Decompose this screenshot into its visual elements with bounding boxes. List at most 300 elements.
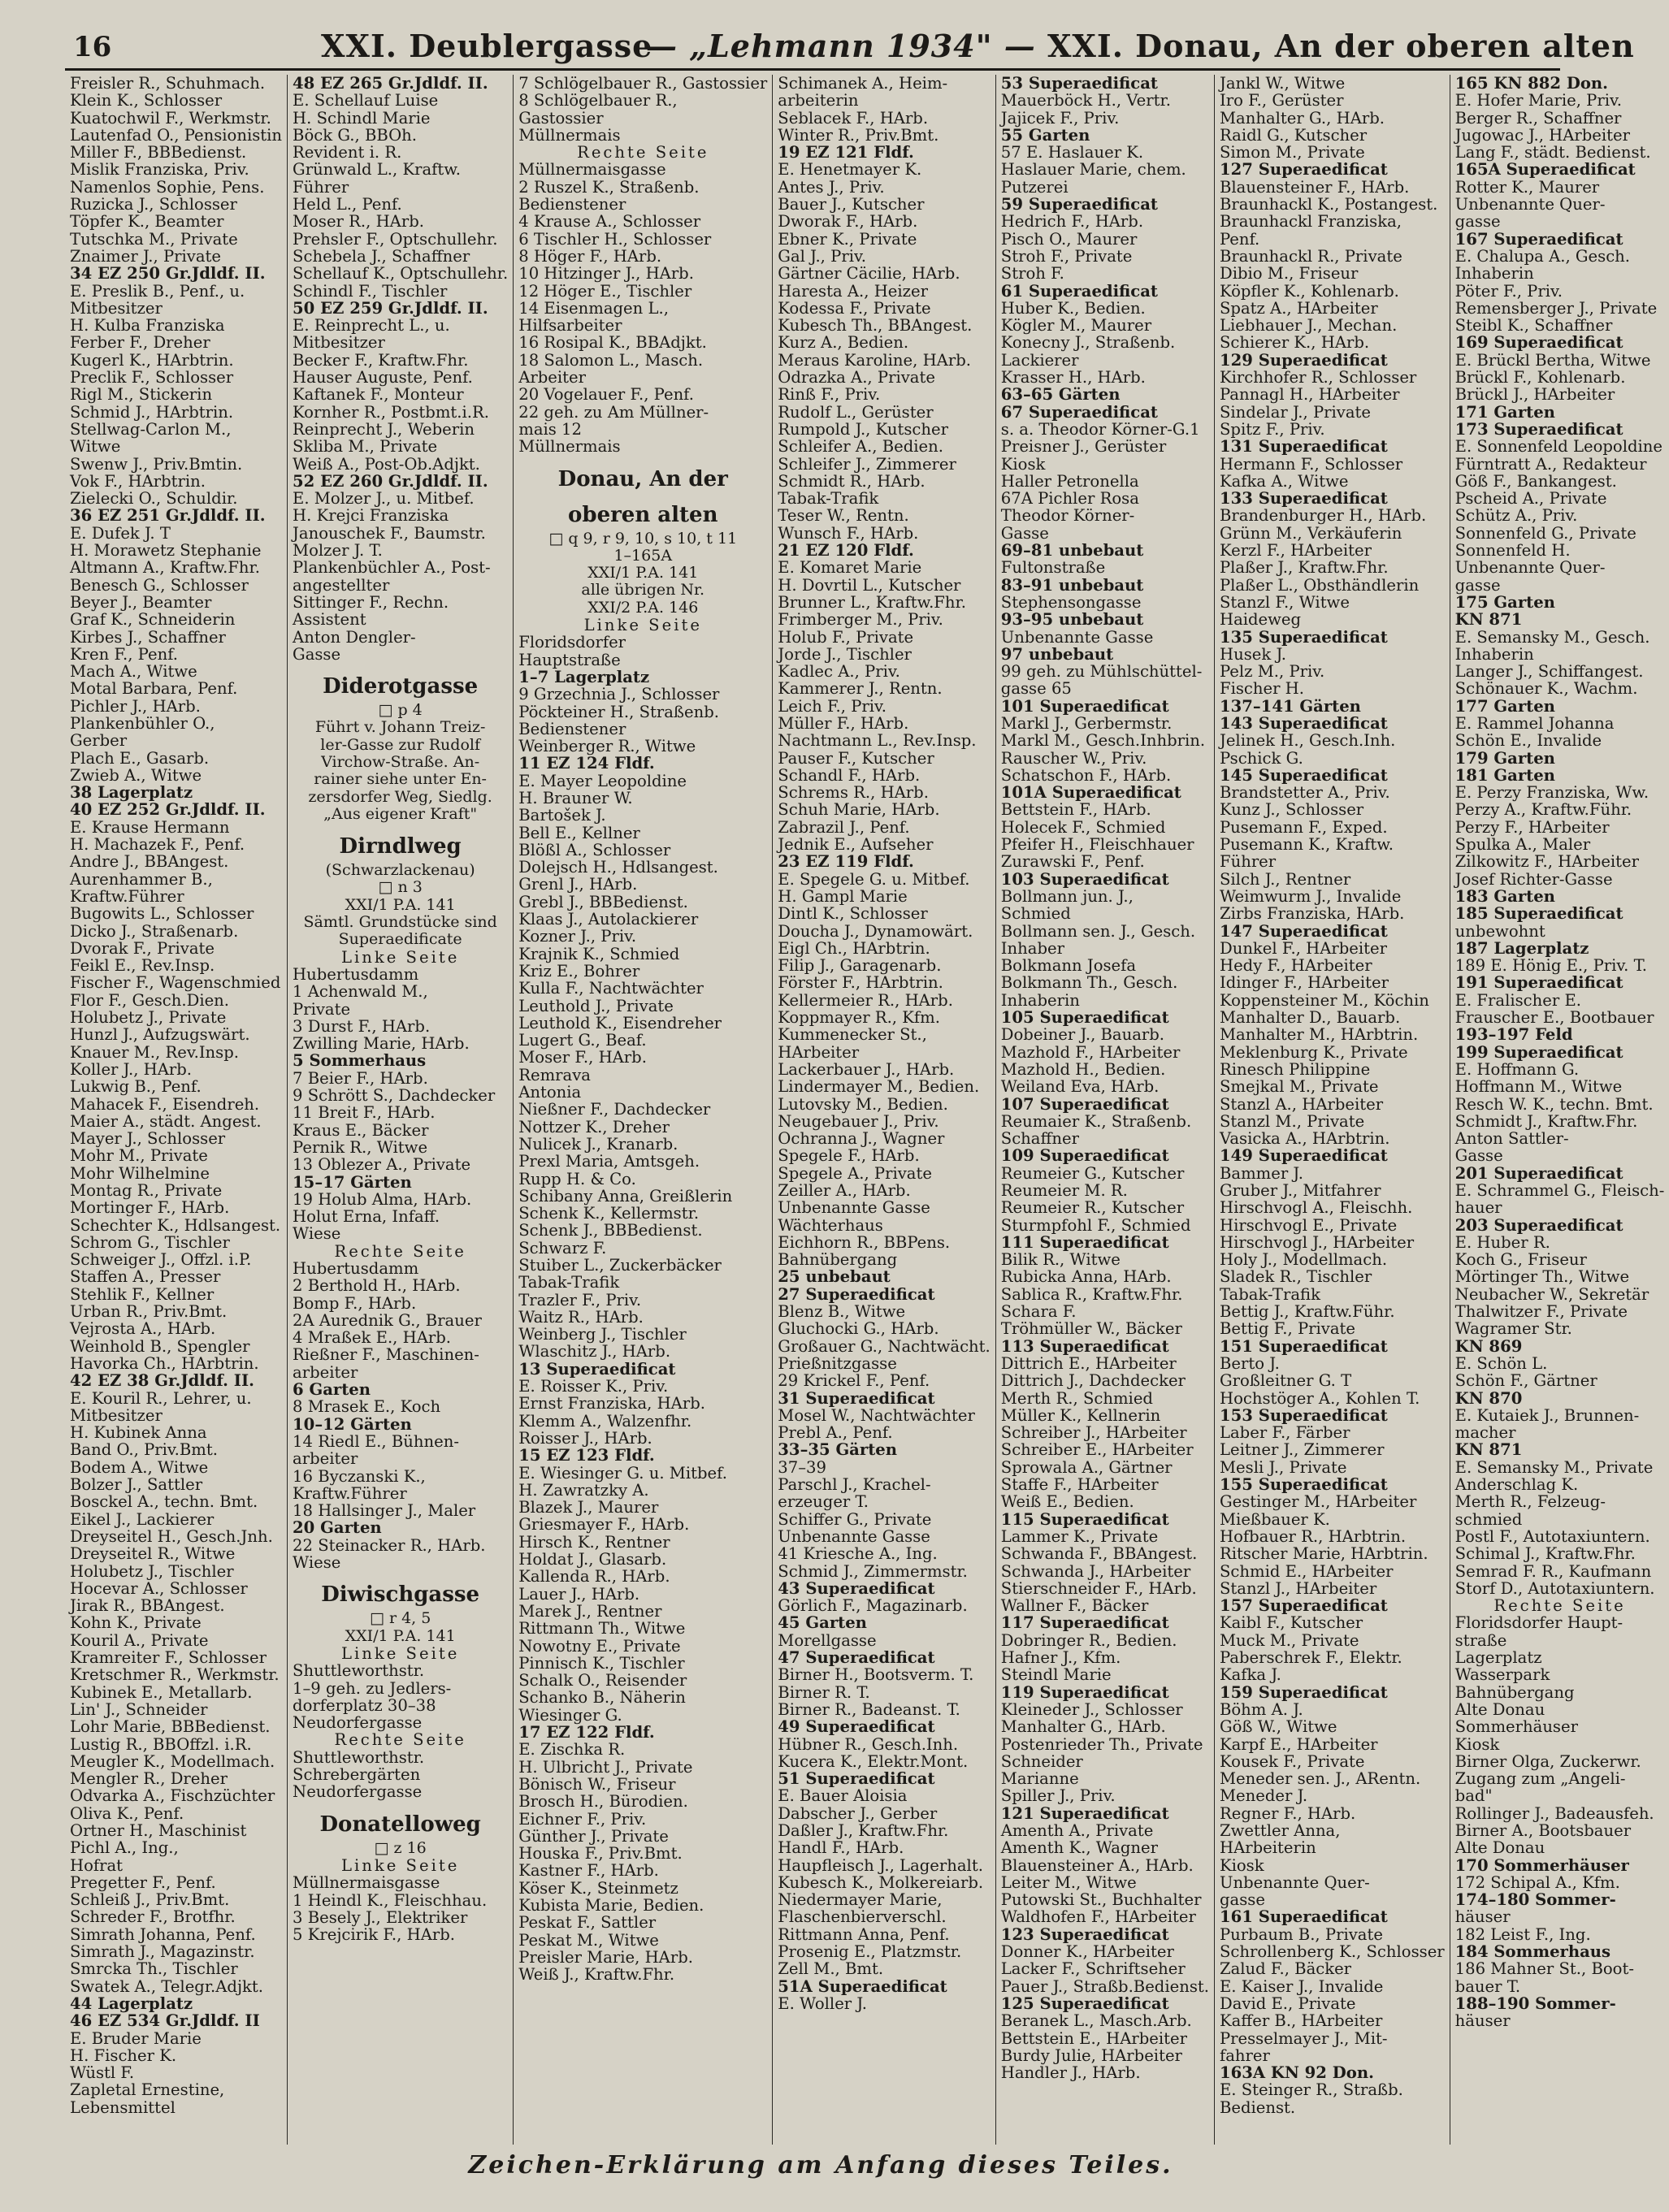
directory-columns [65, 74, 1665, 2145]
directory-entry: Husek J. [1219, 644, 1287, 664]
directory-entry: E. Wiesinger G. u. Mitbef. [518, 1463, 727, 1483]
directory-entry: Nottzer K., Dreher [518, 1117, 670, 1136]
directory-entry: Gruber J., Mitfahrer [1219, 1181, 1381, 1200]
directory-entry: 22 geh. zu Am Müllner- [518, 402, 709, 422]
directory-entry: 8 Mrasek E., Koch [293, 1397, 441, 1417]
directory-entry: Fultonstraße [1000, 558, 1106, 578]
directory-entry: 131 Superaedificat [1219, 437, 1388, 457]
directory-entry: 11 Breit F., HArb. [293, 1103, 436, 1123]
directory-entry: Vejrosta A., HArb. [70, 1319, 216, 1339]
directory-entry: Sindelar J., Private [1219, 402, 1372, 422]
directory-entry: □ q 9, r 9, 10, s 10, t 11 [548, 529, 738, 548]
directory-entry: Schmidt J., Kraftw.Fhr. [1454, 1111, 1638, 1131]
directory-entry: Doucha J., Dynamowärt. [778, 921, 973, 941]
directory-entry: E. Semansky M., Gesch. [1454, 627, 1650, 647]
directory-entry: Vasicka A., HArbtrin. [1219, 1129, 1390, 1149]
directory-entry: 53 Superaedificat [1000, 74, 1158, 93]
directory-entry: Tabak-Trafik [1219, 1284, 1320, 1304]
directory-entry: Dirndlweg [339, 834, 462, 859]
directory-entry: 1 Heindl K., Fleischhau. [293, 1890, 488, 1910]
directory-column-5 [996, 75, 1215, 2145]
directory-entry: Stierschneider F., HArb. [1000, 1578, 1197, 1598]
directory-entry: Lugert G., Beaf. [518, 1031, 647, 1050]
directory-entry: Gestinger M., HArbeiter [1219, 1492, 1417, 1512]
directory-entry: Schleiß J., Priv.Bmt. [70, 1890, 230, 1910]
directory-entry: 14 Riedl E., Bühnen- [293, 1431, 459, 1451]
directory-entry: alle übrigen Nr. [581, 581, 705, 600]
directory-entry: Schleifer A., Bedien. [778, 437, 943, 457]
directory-entry: Moser R., HArb. [293, 212, 424, 232]
directory-entry: 37–39 [778, 1457, 826, 1477]
directory-entry: E. Semansky M., Private [1454, 1457, 1654, 1477]
directory-entry: Gasse [293, 644, 341, 664]
directory-entry: XXI/2 P.A. 146 [587, 598, 699, 617]
page-footer: Zeichen-Erklärung am Anfang dieses Teiles. [468, 2151, 1173, 2180]
directory-entry: Bedienstener [518, 195, 626, 214]
directory-entry: Rumpold J., Kutscher [778, 419, 948, 439]
directory-entry: rainer siehe unter En- [314, 770, 487, 789]
directory-entry: Prehsler F., Optschullehr. [293, 229, 498, 249]
directory-entry: Bollmann sen. J., Gesch. [1000, 921, 1196, 941]
directory-entry: Ferber F., Dreher [70, 333, 210, 353]
directory-entry: E. Steinger R., Straßb. [1219, 2080, 1403, 2100]
directory-entry: 67 Superaedificat [1000, 402, 1158, 422]
directory-entry: Bilik R., Witwe [1000, 1250, 1121, 1270]
directory-entry: Nießner F., Dachdecker [518, 1100, 711, 1119]
directory-entry: Mörtinger Th., Witwe [1454, 1267, 1630, 1287]
directory-entry: 189 E. Hönig E., Priv. T. [1454, 956, 1648, 976]
directory-entry: Schimal J., Kraftw.Fhr. [1454, 1544, 1636, 1564]
directory-entry: Lammer K., Private [1000, 1526, 1159, 1546]
directory-entry: Kousek F., Private [1219, 1751, 1365, 1771]
directory-entry: straße [1454, 1630, 1507, 1650]
directory-entry: Handl F., HArb. [778, 1838, 904, 1858]
directory-entry: Inhaberin [1000, 990, 1080, 1010]
directory-entry: Morellgasse [778, 1630, 877, 1650]
directory-entry: □ p 4 [378, 701, 423, 720]
directory-entry: 20 Vogelauer F., Penf. [518, 385, 694, 405]
directory-entry: Pusemann K., Kraftw. [1219, 835, 1394, 855]
directory-entry: Plaßer J., Kraftw.Fhr. [1219, 558, 1389, 578]
directory-entry: 201 Superaedificat [1454, 1163, 1623, 1183]
directory-entry: Hocevar A., Schlosser [70, 1578, 248, 1598]
directory-entry: Regner F., HArb. [1219, 1803, 1356, 1823]
directory-entry: hauer [1454, 1198, 1502, 1218]
directory-entry: 8 Höger F., HArb. [518, 246, 662, 266]
directory-entry: 44 Lagerplatz [70, 1993, 193, 2013]
directory-entry: Lagerplatz [1454, 1648, 1542, 1668]
directory-entry: Schara F. [1000, 1302, 1077, 1322]
directory-entry: E. Perzy Franziska, Ww. [1454, 783, 1649, 803]
directory-entry: erzeuger T. [778, 1492, 869, 1512]
directory-entry: Mitbesitzer [293, 333, 385, 353]
directory-entry: Görlich F., Magazinarb. [778, 1596, 968, 1616]
directory-entry: Lauer J., HArb. [518, 1584, 640, 1604]
directory-entry: 165 KN 882 Don. [1454, 74, 1609, 93]
directory-entry: 55 Garten [1000, 125, 1090, 145]
directory-entry: Kunz J., Schlosser [1219, 800, 1364, 820]
directory-entry: 188–190 Sommer- [1454, 1993, 1616, 2013]
directory-entry: Plach E., Gasarb. [70, 748, 210, 768]
directory-entry: 1–9 geh. zu Jedlers- [293, 1678, 452, 1698]
directory-entry: □ r 4, 5 [369, 1609, 431, 1628]
directory-entry: Rechte Seite [1493, 1596, 1626, 1616]
header-center-title: — „Lehmann 1934" — [646, 28, 1036, 64]
directory-entry: Inhaberin [1454, 264, 1534, 284]
directory-column-1 [65, 75, 288, 2145]
directory-entry: 161 Superaedificat [1219, 1907, 1388, 1927]
directory-entry: Unbenannte Quer- [1454, 558, 1606, 578]
directory-entry: XXI/1 P.A. 141 [345, 1626, 456, 1645]
directory-entry: Znaimer J., Private [70, 246, 222, 266]
directory-entry: Bollmann jun. J., [1000, 886, 1134, 906]
directory-entry: Hofbauer R., HArbtrin. [1219, 1526, 1407, 1546]
directory-entry: 43 Superaedificat [778, 1578, 935, 1598]
directory-entry: 19 Holub Alma, HArb. [293, 1189, 472, 1209]
directory-entry: Stanzl F., Witwe [1219, 592, 1350, 612]
directory-entry: Manhalter G., HArb. [1219, 108, 1385, 128]
directory-entry: 67A Pichler Rosa [1000, 489, 1139, 509]
directory-entry: Bauer J., Kutscher [778, 195, 925, 214]
directory-entry: Oliva K., Penf. [70, 1803, 184, 1823]
directory-entry: Postl F., Autotaxiuntern. [1454, 1526, 1650, 1546]
directory-entry: Pelz M., Priv. [1219, 662, 1325, 682]
directory-entry: Meklenburg K., Private [1219, 1042, 1408, 1062]
directory-entry: Reinprecht J., Weberin [293, 419, 475, 439]
directory-entry: Raidl G., Kutscher [1219, 125, 1368, 145]
directory-entry: Fischer F., Wagenschmied [70, 973, 281, 993]
directory-entry: 4 Mraßek E., HArb. [293, 1328, 451, 1348]
directory-entry: Merth R., Schmied [1000, 1388, 1153, 1408]
directory-entry: 48 EZ 265 Gr.Jdldf. II. [293, 74, 488, 93]
directory-entry: Pichler J., HArb. [70, 696, 201, 716]
directory-entry: Lindermayer M., Bedien. [778, 1077, 980, 1097]
directory-entry: Benesch G., Schlosser [70, 575, 249, 595]
directory-entry: Putowski St., Buchhalter [1000, 1890, 1202, 1910]
directory-entry: Konecny J., Straßenb. [1000, 333, 1176, 353]
directory-entry: 25 unbebaut [778, 1267, 891, 1287]
directory-entry: Klein K., Schlosser [70, 91, 223, 110]
directory-entry: Unbenannte Quer- [1454, 195, 1606, 214]
directory-entry: Graf K., Schneiderin [70, 610, 236, 630]
directory-entry: Josef Richter-Gasse [1454, 869, 1613, 889]
directory-entry: E. Kaiser J., Invalide [1219, 1976, 1384, 1996]
directory-entry: Kramreiter F., Schlosser [70, 1648, 267, 1668]
directory-entry: Presselmayer J., Mit- [1219, 2028, 1388, 2048]
directory-entry: 34 EZ 250 Gr.Jdldf. II. [70, 264, 266, 284]
directory-entry: Revident i. R. [293, 143, 402, 162]
directory-entry: Simon M., Private [1219, 143, 1365, 162]
directory-entry: 21 EZ 120 Fldf. [778, 541, 914, 561]
directory-entry: Förster F., HArbtrin. [778, 973, 943, 993]
directory-entry: Schneider [1000, 1751, 1083, 1771]
directory-entry: Kerzl F., HArbeiter [1219, 541, 1372, 561]
directory-entry: 13 Oblezer A., Private [293, 1155, 471, 1175]
directory-entry: 115 Superaedificat [1000, 1509, 1169, 1529]
directory-entry: Amenth A., Private [1000, 1820, 1154, 1840]
directory-entry: Wächterhaus [778, 1215, 883, 1235]
directory-entry: Plaßer L., Obsthändlerin [1219, 575, 1420, 595]
directory-entry: Witwe [70, 437, 121, 457]
directory-entry: Markl J., Gerbermstr. [1000, 713, 1173, 733]
directory-entry: Bammer J. [1219, 1163, 1303, 1183]
directory-entry: E. Krause Hermann [70, 817, 230, 837]
directory-entry: 9 Schrött S., Dachdecker [293, 1086, 496, 1106]
directory-entry: Birner A., Bootsbauer [1454, 1820, 1632, 1840]
directory-entry: Spegele A., Private [778, 1163, 932, 1183]
directory-entry: Schönauer K., Wachm. [1454, 679, 1638, 699]
directory-entry: Hedy F., HArbeiter [1219, 956, 1372, 976]
directory-column-3 [514, 75, 773, 2145]
header-left-title: XXI. Deublergasse [321, 28, 653, 64]
directory-entry: 15 EZ 123 Fldf. [518, 1446, 655, 1465]
directory-entry: Stanzl J., HArbeiter [1219, 1578, 1377, 1598]
directory-entry: Stehlik F., Kellner [70, 1284, 215, 1304]
directory-entry: 11 EZ 124 Fldf. [518, 754, 655, 773]
directory-entry: 147 Superaedificat [1219, 921, 1388, 941]
directory-entry: E. Hoffmann G. [1454, 1059, 1580, 1079]
directory-entry: Bettstein F., HArb. [1000, 800, 1151, 820]
directory-entry: Aurenhammer B., [70, 869, 213, 889]
directory-entry: Weiß J., Kraftw.Fhr. [518, 1965, 675, 1985]
directory-entry: Donner K., HArbeiter [1000, 1942, 1174, 1962]
directory-entry: 16 Rosipal K., BBAdjkt. [518, 333, 707, 353]
directory-entry: Pfeifer H., Fleischhauer [1000, 835, 1194, 855]
directory-entry: Birner R., Badeanst. T. [778, 1699, 960, 1719]
directory-entry: Fischer H. [1219, 679, 1304, 699]
directory-entry: Altmann A., Kraftw.Fhr. [70, 558, 260, 578]
directory-entry: Mislik Franziska, Priv. [70, 160, 249, 180]
directory-entry: 31 Superaedificat [778, 1388, 935, 1408]
directory-entry: E. Bauer Aloisia [778, 1786, 908, 1806]
directory-entry: Holubetz J., Private [70, 1008, 227, 1028]
directory-entry: Kaftanek F., Monteur [293, 385, 464, 405]
directory-entry: Beyer J., Beamter [70, 592, 212, 612]
directory-entry: Manhalter G., HArb. [1000, 1717, 1166, 1737]
directory-entry: Mohr M., Private [70, 1146, 208, 1166]
directory-entry: Schalk O., Reisender [518, 1671, 687, 1690]
directory-entry: Anton Dengler- [293, 627, 416, 647]
directory-entry: Arbeiter [518, 368, 586, 387]
directory-entry: 107 Superaedificat [1000, 1094, 1169, 1114]
directory-entry: häuser [1454, 1907, 1511, 1927]
directory-entry: Jugowac J., HArbeiter [1454, 125, 1631, 145]
directory-entry: Schaffner [1000, 1129, 1079, 1149]
directory-entry: Tröhmüller W., Bäcker [1000, 1319, 1182, 1339]
directory-entry: 184 Sommerhaus [1454, 1942, 1611, 1962]
directory-entry: Dabscher J., Gerber [778, 1803, 938, 1823]
directory-entry: Theodor Körner- [1000, 506, 1135, 526]
directory-entry: E. Spegele G. u. Mitbef. [778, 869, 970, 889]
directory-entry: 103 Superaedificat [1000, 869, 1169, 889]
directory-entry: Rigl M., Stickerin [70, 385, 213, 405]
directory-entry: Brückl F., Kohlenarb. [1454, 368, 1626, 387]
directory-entry: H. Kubinek Anna [70, 1423, 207, 1443]
directory-entry: ler-Gasse zur Rudolf [320, 735, 481, 754]
directory-entry: Schrom G., Tischler [70, 1232, 230, 1252]
directory-entry: 187 Lagerplatz [1454, 938, 1589, 958]
directory-entry: 175 Garten [1454, 592, 1555, 612]
directory-entry: Freisler R., Schuhmach. [70, 74, 266, 93]
directory-column-4 [773, 75, 995, 2145]
directory-entry: Dintl K., Schlosser [778, 904, 928, 924]
directory-entry: Burdy Julie, HArbeiter [1000, 2045, 1182, 2065]
directory-entry: Stuiber L., Zuckerbäcker [518, 1256, 722, 1275]
directory-entry: Eichhorn R., BBPens. [778, 1232, 951, 1252]
directory-entry: Birner R. T. [778, 1682, 870, 1702]
directory-entry: Dworak F., HArb. [778, 212, 918, 232]
directory-entry: „Aus eigener Kraft" [323, 804, 478, 823]
directory-entry: Schenk K., Kellermstr. [518, 1204, 700, 1223]
directory-entry: 40 EZ 252 Gr.Jdldf. II. [70, 800, 266, 820]
directory-entry: Spatz A., HArbeiter [1219, 298, 1378, 318]
directory-entry: Jirak R., BBAngest. [70, 1596, 225, 1616]
directory-entry: Rechte Seite [577, 143, 709, 162]
directory-entry: Schindl F., Tischler [293, 281, 448, 301]
directory-entry: Pregetter F., Penf. [70, 1872, 216, 1892]
directory-entry: Lutovsky M., Bedien. [778, 1094, 948, 1114]
directory-column-6 [1215, 75, 1450, 2145]
directory-entry: Mießbauer K. [1219, 1509, 1330, 1529]
directory-entry: Pauser F., Kutscher [778, 748, 934, 768]
directory-entry: Plankenbüchler A., Post- [293, 558, 491, 578]
directory-entry: Storf D., Autotaxiuntern. [1454, 1578, 1655, 1598]
directory-entry: Schleifer J., Zimmerer [778, 454, 956, 474]
directory-entry: Amenth K., Wagner [1000, 1838, 1159, 1858]
directory-entry: 16 Byczanski K., [293, 1466, 426, 1486]
directory-entry: Neudorfergasse [293, 1713, 423, 1733]
directory-entry: 97 unbebaut [1000, 644, 1114, 664]
directory-entry: Preisner J., Gerüster [1000, 437, 1167, 457]
directory-entry: Huber K., Bedien. [1000, 298, 1146, 318]
directory-entry: Mitbesitzer [70, 1405, 163, 1425]
directory-entry: Ochranna J., Wagner [778, 1129, 945, 1149]
directory-entry: Lautenfad O., Pensionistin [70, 125, 283, 145]
directory-entry: 101 Superaedificat [1000, 696, 1169, 716]
directory-entry: oberen alten [568, 502, 718, 527]
directory-entry: Schweiger J., Offzl. i.P. [70, 1250, 252, 1270]
directory-entry: Köser K., Steinmetz [518, 1878, 678, 1898]
directory-entry: 181 Garten [1454, 765, 1555, 785]
directory-entry: Andre J., BBAngest. [70, 852, 229, 872]
directory-entry: 133 Superaedificat [1219, 489, 1388, 509]
directory-entry: Mazhold F., HArbeiter [1000, 1042, 1181, 1062]
directory-entry: Dicko J., Straßenarb. [70, 921, 239, 941]
directory-entry: Motal Barbara, Penf. [70, 679, 238, 699]
directory-entry: Kraus E., Bäcker [293, 1120, 429, 1140]
directory-entry: Bahnübergang [778, 1250, 898, 1270]
directory-entry: 1–7 Lagerplatz [518, 667, 650, 686]
directory-entry: H. Dovrtil L., Kutscher [778, 575, 961, 595]
directory-entry: dorferplatz 30–38 [293, 1695, 436, 1715]
directory-entry: 117 Superaedificat [1000, 1613, 1169, 1633]
directory-entry: Zapletal Ernestine, [70, 2080, 225, 2100]
directory-entry: Gal J., Priv. [778, 246, 866, 266]
directory-entry: Hoffmann M., Witwe [1454, 1077, 1623, 1097]
directory-entry: Floridsdorfer Haupt- [1454, 1613, 1623, 1633]
directory-entry: Schreiber J., HArbeiter [1000, 1423, 1187, 1443]
directory-entry: Hübner R., Gesch.Inh. [778, 1734, 959, 1754]
directory-entry: Ortner H., Maschinist [70, 1820, 247, 1840]
directory-entry: 113 Superaedificat [1000, 1336, 1169, 1356]
directory-entry: Iro F., Gerüster [1219, 91, 1344, 110]
directory-entry: E. Fralischer E. [1454, 990, 1581, 1010]
directory-entry: Kallenda R., HArb. [518, 1567, 670, 1586]
directory-entry: Berto J. [1219, 1353, 1280, 1373]
directory-entry: Smejkal M., Private [1219, 1077, 1379, 1097]
directory-entry: Donatelloweg [319, 1812, 481, 1837]
directory-entry: Band O., Priv.Bmt. [70, 1440, 218, 1460]
directory-entry: Wunsch F., HArb. [778, 523, 919, 543]
directory-entry: Superaedificate [338, 930, 462, 949]
directory-entry: Teser W., Rentn. [778, 506, 909, 526]
directory-entry: Dvorak F., Private [70, 938, 215, 958]
directory-entry: Weiß E., Bedien. [1000, 1492, 1134, 1512]
directory-entry: Koch G., Friseur [1454, 1250, 1587, 1270]
directory-entry: Steindl Marie [1000, 1665, 1112, 1685]
directory-entry: Stanzl M., Private [1219, 1111, 1365, 1131]
directory-entry: Sonnenfeld G., Private [1454, 523, 1636, 543]
directory-entry: Schuh Marie, HArb. [778, 800, 940, 820]
directory-entry: 18 Salomon L., Masch. [518, 350, 704, 370]
directory-entry: Knauer M., Rev.Insp. [70, 1042, 240, 1062]
directory-entry: Kodessa F., Private [778, 298, 931, 318]
directory-entry: 169 Superaedificat [1454, 333, 1623, 353]
directory-entry: Holub F., Private [778, 627, 914, 647]
directory-entry: Simrath Johanna, Penf. [70, 1924, 256, 1944]
directory-entry: 3 Besely J., Elektriker [293, 1907, 468, 1927]
directory-entry: Kirbes J., Schaffner [70, 627, 226, 647]
directory-entry: 157 Superaedificat [1219, 1596, 1388, 1616]
directory-entry: Schandl F., HArb. [778, 765, 921, 785]
directory-entry: 36 EZ 251 Gr.Jdldf. II. [70, 506, 266, 526]
directory-entry: Inhaber [1000, 938, 1064, 958]
directory-entry: Liebhauer J., Mechan. [1219, 316, 1398, 335]
directory-entry: Wagramer Str. [1454, 1319, 1572, 1339]
directory-entry: Braunhackl K., Postangest. [1219, 195, 1438, 214]
directory-entry: Krasser H., HArb. [1000, 368, 1146, 387]
directory-entry: Unbenannte Gasse [778, 1526, 930, 1546]
directory-entry: Unbenannte Quer- [1219, 1872, 1370, 1892]
directory-entry: Schütz A., Priv. [1454, 506, 1578, 526]
directory-entry: Großleitner G. T [1219, 1371, 1352, 1391]
directory-entry: 199 Superaedificat [1454, 1042, 1623, 1062]
directory-entry: Stroh F., Private [1000, 246, 1133, 266]
directory-entry: Flaschenbierverschl. [778, 1907, 947, 1927]
directory-entry: Gasse [1454, 1146, 1503, 1166]
directory-entry: E. Molzer J., u. Mitbef. [293, 489, 475, 509]
directory-entry: Schön F., Gärtner [1454, 1371, 1597, 1391]
directory-entry: Fürntratt A., Redakteur [1454, 454, 1647, 474]
directory-entry: Ruzicka J., Schlosser [70, 195, 237, 214]
directory-entry: Blauensteiner A., HArb. [1000, 1855, 1194, 1875]
directory-entry: Niedermayer Marie, [778, 1890, 943, 1910]
directory-entry: Jelinek H., Gesch.Inh. [1219, 731, 1396, 751]
directory-entry: 14 Eisenmagen L., [518, 298, 669, 318]
directory-entry: Leiter M., Witwe [1000, 1872, 1137, 1892]
directory-entry: Schibany Anna, Greißlerin [518, 1186, 733, 1206]
directory-entry: Laber F., Färber [1219, 1423, 1350, 1443]
directory-entry: Schwarz F. [518, 1238, 607, 1258]
directory-entry: E. Kouril R., Lehrer, u. [70, 1388, 252, 1408]
directory-entry: Swatek A., Telegr.Adjkt. [70, 1976, 264, 1996]
directory-entry: Kummenecker St., [778, 1025, 927, 1045]
directory-entry: Hubertusdamm [293, 964, 419, 984]
directory-entry: Jajicek F., Priv. [1000, 108, 1120, 128]
directory-entry: 179 Garten [1454, 748, 1555, 768]
directory-entry: 5 Sommerhaus [293, 1051, 427, 1071]
directory-entry: Schwanda J., HArbeiter [1000, 1561, 1191, 1581]
